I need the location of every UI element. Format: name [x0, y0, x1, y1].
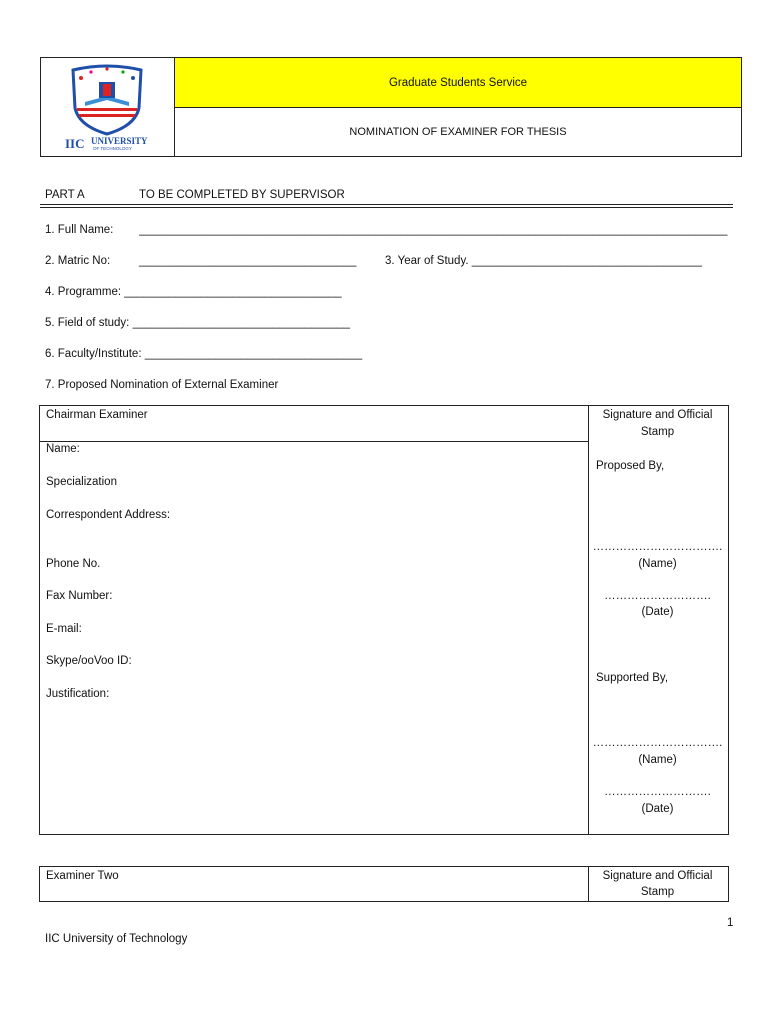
matric-no-field[interactable]: __________________________________	[139, 255, 357, 267]
full-name-field[interactable]: ____________________________________________________________________________________________	[139, 224, 728, 236]
full-name-label: 1. Full Name:	[45, 224, 114, 236]
proposed-by-label: Proposed By,	[596, 460, 665, 472]
table-row-divider	[40, 441, 588, 442]
skype-label: Skype/ooVoo ID:	[46, 655, 132, 667]
svg-text:OF TECHNOLOGY: OF TECHNOLOGY	[93, 146, 132, 150]
logo-mark-text: IIC	[65, 136, 85, 150]
university-crest-icon	[51, 64, 163, 150]
name-caption: (Name)	[638, 754, 677, 766]
matric-no-label: 2. Matric No:	[45, 255, 111, 267]
page-number: 1	[727, 917, 734, 929]
date-line: ……………………….	[604, 590, 711, 602]
logo-cell	[41, 58, 175, 156]
phone-label: Phone No.	[46, 558, 101, 570]
examiner-two-header: Examiner Two	[46, 870, 119, 882]
signature-header: Signature and Official	[602, 870, 713, 882]
svg-text:UNIVERSITY: UNIVERSITY	[91, 136, 148, 146]
divider	[40, 204, 733, 206]
supported-by-label: Supported By,	[596, 672, 669, 684]
chairman-examiner-header: Chairman Examiner	[46, 409, 148, 421]
justification-label: Justification:	[46, 688, 110, 700]
form-title: NOMINATION OF EXAMINER FOR THESIS	[349, 126, 567, 138]
programme-field[interactable]: 4. Programme: __________________________________	[45, 286, 342, 298]
signature-header: Signature and Official	[602, 409, 713, 421]
service-title-cell	[175, 58, 741, 108]
form-title-cell	[175, 108, 741, 156]
date-caption: (Date)	[641, 606, 674, 618]
service-title: Graduate Students Service	[388, 76, 528, 89]
date-line: ……………………….	[604, 786, 711, 798]
stamp-header: Stamp	[640, 426, 675, 438]
stamp-header: Stamp	[640, 886, 675, 898]
proposed-nomination-label: 7. Proposed Nomination of External Examiner	[45, 379, 279, 391]
part-instruction: TO BE COMPLETED BY SUPERVISOR	[139, 189, 345, 201]
field-of-study-field[interactable]: 5. Field of study: __________________________________	[45, 317, 351, 329]
examiner-name-label: Name:	[46, 443, 80, 455]
date-caption: (Date)	[641, 803, 674, 815]
document-header	[40, 57, 742, 157]
signature-line: …………………………….	[592, 737, 723, 749]
specialization-label: Specialization	[46, 476, 117, 488]
faculty-field[interactable]: 6. Faculty/Institute: __________________________________	[45, 348, 363, 360]
table-column-divider	[588, 405, 589, 835]
signature-line: …………………………….	[592, 541, 723, 553]
part-label: PART A	[45, 189, 85, 201]
email-label: E-mail:	[46, 623, 82, 635]
footer-institution: IIC University of Technology	[45, 933, 188, 945]
fax-label: Fax Number:	[46, 590, 113, 602]
address-label: Correspondent Address:	[46, 509, 171, 521]
year-of-study-field[interactable]: 3. Year of Study. ____________________________________	[385, 255, 702, 267]
name-caption: (Name)	[638, 558, 677, 570]
divider	[40, 207, 733, 209]
